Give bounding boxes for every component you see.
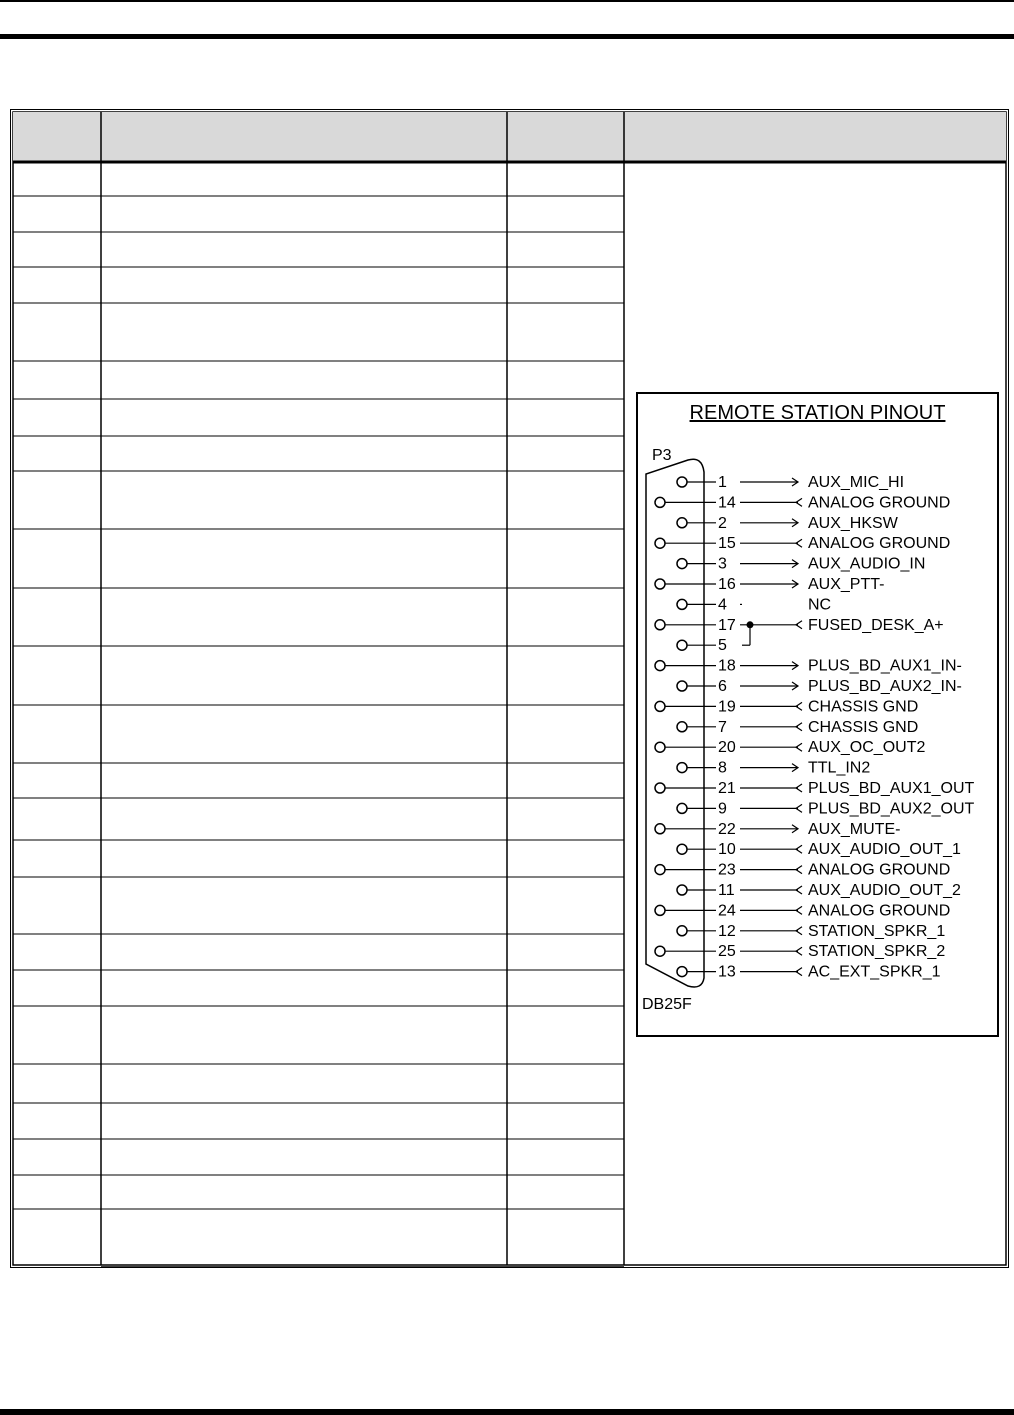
pin-number: 24 [718,902,736,920]
pin-signal-label: ANALOG GROUND [808,861,951,879]
pin-signal-label: STATION_SPKR_2 [808,943,946,961]
pin-signal-label: AUX_MIC_HI [808,474,905,491]
pin-signal-label: TTL_IN2 [808,759,871,777]
arrow-in [796,784,802,792]
arrow-in [796,621,802,629]
pin-number: 5 [718,637,727,655]
pin-signal-label: PLUS_BD_AUX1_OUT [808,780,975,797]
pin-contact [677,803,687,813]
connector-shell [646,459,704,987]
arrow-in [796,723,802,731]
connector-label: P3 [652,447,672,464]
pin-signal-label: AUX_HKSW [808,514,898,532]
pin-contact [655,579,665,589]
pin-number: 21 [718,780,736,797]
pin-signal-label: AUX_AUDIO_IN [808,555,926,573]
arrow-in [796,498,802,506]
arrow-in [796,804,802,812]
pin-number: 18 [718,657,736,675]
pin-contact [655,824,665,834]
pin-signal-label: AUX_AUDIO_OUT_2 [808,882,961,899]
connector-type-label: DB25F [642,996,692,1013]
pin-number: 17 [718,616,736,634]
pin-signal-label: ANALOG GROUND [808,902,951,920]
remote-station-pinout-diagram [636,392,999,1037]
pin-signal-label: CHASSIS GND [808,718,919,736]
pin-signal-label: ANALOG GROUND [808,494,951,512]
pin-number: 4 [718,596,727,614]
header-rule-thin [0,0,1014,2]
table-header [13,112,1006,162]
pin-contact [655,742,665,752]
pin-contact [677,599,687,609]
pin-contact [677,967,687,977]
arrow-in [796,539,802,547]
pin-contact [677,477,687,487]
arrow-in [796,968,802,976]
pin-signal-label: STATION_SPKR_1 [808,922,946,940]
db25-connector-drawing [638,394,1001,1039]
pin-signal-label: AUX_MUTE- [808,820,901,838]
pin-number: 22 [718,820,736,838]
pin-number: 2 [718,514,727,532]
pin-signal-label: CHASSIS GND [808,698,919,716]
pin-number: 9 [718,800,727,818]
arrow-in [796,927,802,935]
pin-contact [677,885,687,895]
pin-contact [655,946,665,956]
pin-signal-label: AUX_AUDIO_OUT_1 [808,841,961,859]
pin-number: 13 [718,963,736,981]
arrow-in [796,845,802,853]
pin-contact [655,538,665,548]
pin-contact [677,681,687,691]
pin-number: 25 [718,943,736,961]
pin-contact [655,620,665,630]
arrow-in [796,886,802,894]
pin-contact [655,905,665,915]
pin-signal-label: PLUS_BD_AUX2_IN- [808,678,962,695]
pin-number: 19 [718,698,736,716]
arrow-in [796,906,802,914]
pin-contact [677,763,687,773]
pin-number: 12 [718,922,736,940]
pin-contact [677,844,687,854]
pin-signal-label: PLUS_BD_AUX2_OUT [808,800,975,818]
pin-signal-label: ANALOG GROUND [808,535,951,553]
arrow-in [796,866,802,874]
arrow-in [796,743,802,751]
pin-number: 7 [718,718,727,736]
pin-contact [655,865,665,875]
pin-number: 16 [718,576,736,593]
pin-contact [677,559,687,569]
pin-number: 10 [718,841,736,859]
pin-contact [677,926,687,936]
arrow-in [796,947,802,955]
pin-number: 8 [718,759,727,777]
footer-rule [0,1409,1014,1415]
arrow-in [796,702,802,710]
pin-contact [677,518,687,528]
pin-number: 3 [718,555,727,573]
pin-number: 20 [718,739,736,757]
diagram-title: REMOTE STATION PINOUT [689,402,946,424]
pin-contact [677,722,687,732]
pin-number: 14 [718,494,736,512]
pin-contact [655,701,665,711]
pin-contact [655,661,665,671]
pin-number: 23 [718,861,736,879]
pin-number: 6 [718,678,727,695]
pin-signal-label: AUX_PTT- [808,576,885,593]
pin-contact [677,640,687,650]
pin-number: 11 [718,882,735,899]
header-rule-thick [0,34,1014,39]
pin-signal-label: PLUS_BD_AUX1_IN- [808,657,962,675]
pin-signal-label: AC_EXT_SPKR_1 [808,963,941,981]
pin-contact [655,497,665,507]
pin-contact [655,783,665,793]
pin-number: 15 [718,535,736,553]
pin-signal-label: FUSED_DESK_A+ [808,616,944,634]
pin-number: 1 [718,474,727,491]
pin-signal-label: AUX_OC_OUT2 [808,739,926,757]
pin-signal-label: NC [808,596,832,614]
